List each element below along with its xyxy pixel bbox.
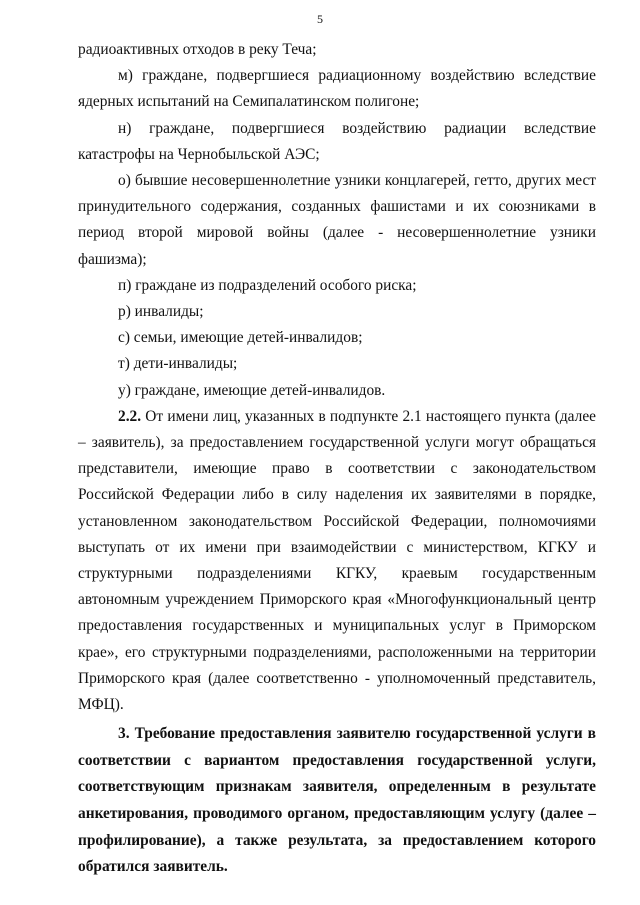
section-2-2-text: От имени лиц, указанных в подпункте 2.1 настоящего пункта (далее – заявитель), за предоставлением государственной услуги могут обращаться представители, имеющие право в соответствии с законодательством Российской Федерации либо в силу наделения их заявителями в порядке, установленном законодательством Российской Федерации, полномочиями выступать от их имени при взаимодействии с министерством, КГКУ и структурными подразделениями КГКУ, краевым государственным автономным учреждением Приморского края «Многофункциональный центр предоставления государственных и муниципальных услуг в Приморском крае», его структурными подразделениями, расположенными на территории Приморского края (далее соответственно - уполномоченный представитель, МФЦ).: [78, 407, 596, 714]
list-item-u: у) граждане, имеющие детей-инвалидов.: [118, 381, 386, 399]
paragraph-continuation: радиоактивных отходов в реку Теча;: [78, 41, 317, 58]
document-body: [78, 37, 596, 881]
section-2-2-number: 2.2.: [118, 407, 142, 425]
list-item-n: н) граждане, подвергшиеся воздействию радиации вследствие катастрофы на Чернобыльской АЭС;: [78, 119, 596, 163]
list-item-s: с) семьи, имеющие детей-инвалидов;: [118, 329, 363, 347]
list-item-t: т) дети-инвалиды;: [118, 355, 238, 373]
list-item-m: м) граждане, подвергшиеся радиационному воздействию вследствие ядерных испытаний на Семипалатинском полигоне;: [78, 67, 596, 111]
section-3-heading: 3. Требование предоставления заявителю государственной услуги в соответствии с вариантом предоставления государственной услуги, соответствующим признакам заявителя, определенным в результате анкетирования, проводимого органом, предоставляющим услугу (далее – профилирование), а также результата, за предоставлением которого обратился заявитель.: [78, 725, 596, 876]
list-item-o: о) бывшие несовершеннолетние узники концлагерей, гетто, других мест принудительного содержания, созданных фашистами и их союзниками в период второй мировой войны (далее - несовершеннолетние узники фашизма);: [78, 172, 596, 268]
section-2-2-paragraph: [78, 404, 596, 718]
page-number: 5: [317, 12, 323, 26]
list-item-p: п) граждане из подразделений особого риска;: [118, 276, 417, 294]
list-item-r: р) инвалиды;: [118, 303, 204, 321]
